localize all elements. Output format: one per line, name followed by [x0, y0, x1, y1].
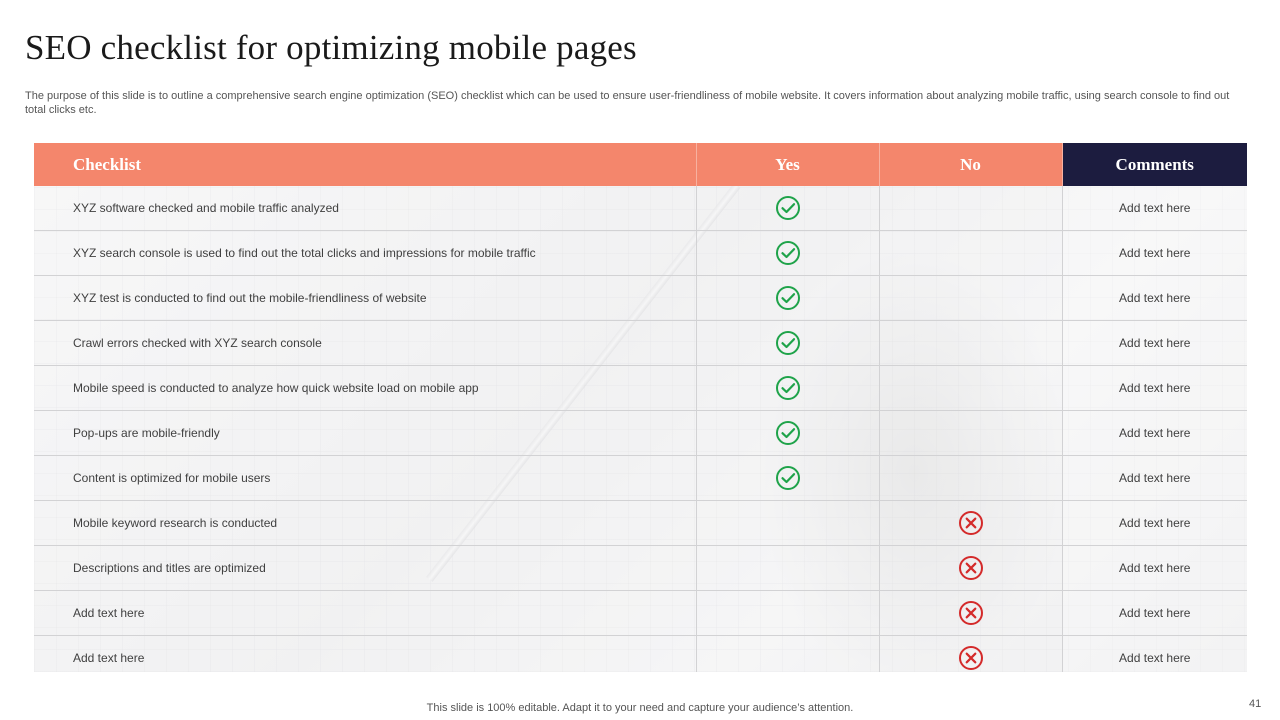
- table-row: [34, 456, 1247, 501]
- comment-cell: Add text here: [1062, 366, 1247, 411]
- no-cell: [879, 366, 1062, 411]
- checklist-item: Mobile keyword research is conducted: [34, 501, 696, 546]
- check-circle-icon: [775, 465, 801, 491]
- comment-cell: Add text here: [1062, 546, 1247, 591]
- table-row: [34, 501, 1247, 546]
- no-cell: [879, 276, 1062, 321]
- cross-circle-icon: [958, 600, 984, 626]
- table-row: [34, 231, 1247, 276]
- check-circle-icon: [775, 420, 801, 446]
- comment-cell: Add text here: [1062, 186, 1247, 231]
- no-cell: [879, 456, 1062, 501]
- no-cell: [879, 411, 1062, 456]
- table-row: [34, 546, 1247, 591]
- page-number: 41: [1249, 698, 1262, 710]
- comment-cell: Add text here: [1062, 591, 1247, 636]
- footer-note: This slide is 100% editable. Adapt it to your need and capture your audience’s attention.: [426, 702, 854, 714]
- cross-circle-icon: [958, 510, 984, 536]
- yes-cell: [696, 321, 879, 366]
- slide-subtitle: The purpose of this slide is to outline a comprehensive search engine optimization (SEO) checklist which can be used to ensure user-friendliness of mobile website. It covers information about analyzing mobile traffic, using search console to find out total clicks etc.: [25, 90, 1230, 116]
- checklist-item: Add text here: [34, 636, 696, 673]
- comment-cell: Add text here: [1062, 321, 1247, 366]
- check-circle-icon: [775, 195, 801, 221]
- yes-cell: [696, 366, 879, 411]
- no-cell: [879, 321, 1062, 366]
- checklist-item: Content is optimized for mobile users: [34, 456, 696, 501]
- table-row: [34, 321, 1247, 366]
- yes-cell: [696, 276, 879, 321]
- no-cell: [879, 231, 1062, 276]
- checklist-item: XYZ test is conducted to find out the mobile-friendliness of website: [34, 276, 696, 321]
- table-row: [34, 186, 1247, 231]
- comment-cell: Add text here: [1062, 231, 1247, 276]
- table-row: [34, 366, 1247, 411]
- checklist-item: Add text here: [34, 591, 696, 636]
- checklist-item: Pop-ups are mobile-friendly: [34, 411, 696, 456]
- comment-cell: Add text here: [1062, 501, 1247, 546]
- yes-cell: [696, 456, 879, 501]
- yes-cell: [696, 411, 879, 456]
- no-cell: [879, 546, 1062, 591]
- no-cell: [879, 636, 1062, 673]
- slide-title: SEO checklist for optimizing mobile pages: [25, 28, 637, 67]
- checklist-item: XYZ search console is used to find out the total clicks and impressions for mobile traffic: [34, 231, 696, 276]
- checklist-item: Mobile speed is conducted to analyze how quick website load on mobile app: [34, 366, 696, 411]
- no-cell: [879, 186, 1062, 231]
- yes-cell: [696, 186, 879, 231]
- yes-cell: [696, 591, 879, 636]
- check-circle-icon: [775, 375, 801, 401]
- table-body: [34, 186, 1247, 672]
- check-circle-icon: [775, 285, 801, 311]
- cross-circle-icon: [958, 645, 984, 671]
- checklist-table-container: [34, 143, 1247, 672]
- header-checklist: Checklist: [34, 143, 696, 186]
- no-cell: [879, 501, 1062, 546]
- comment-cell: Add text here: [1062, 456, 1247, 501]
- check-circle-icon: [775, 330, 801, 356]
- yes-cell: [696, 231, 879, 276]
- comment-cell: Add text here: [1062, 411, 1247, 456]
- comment-cell: Add text here: [1062, 276, 1247, 321]
- no-cell: [879, 591, 1062, 636]
- table-row: [34, 411, 1247, 456]
- checklist-item: Descriptions and titles are optimized: [34, 546, 696, 591]
- comment-cell: Add text here: [1062, 636, 1247, 673]
- header-yes: Yes: [696, 143, 879, 186]
- cross-circle-icon: [958, 555, 984, 581]
- yes-cell: [696, 501, 879, 546]
- check-circle-icon: [775, 240, 801, 266]
- checklist-table: [34, 143, 1247, 672]
- table-row: [34, 636, 1247, 673]
- table-row: [34, 276, 1247, 321]
- table-header-row: [34, 143, 1247, 186]
- checklist-item: Crawl errors checked with XYZ search console: [34, 321, 696, 366]
- yes-cell: [696, 636, 879, 673]
- header-comments: Comments: [1062, 143, 1247, 186]
- yes-cell: [696, 546, 879, 591]
- header-no: No: [879, 143, 1062, 186]
- table-row: [34, 591, 1247, 636]
- checklist-item: XYZ software checked and mobile traffic analyzed: [34, 186, 696, 231]
